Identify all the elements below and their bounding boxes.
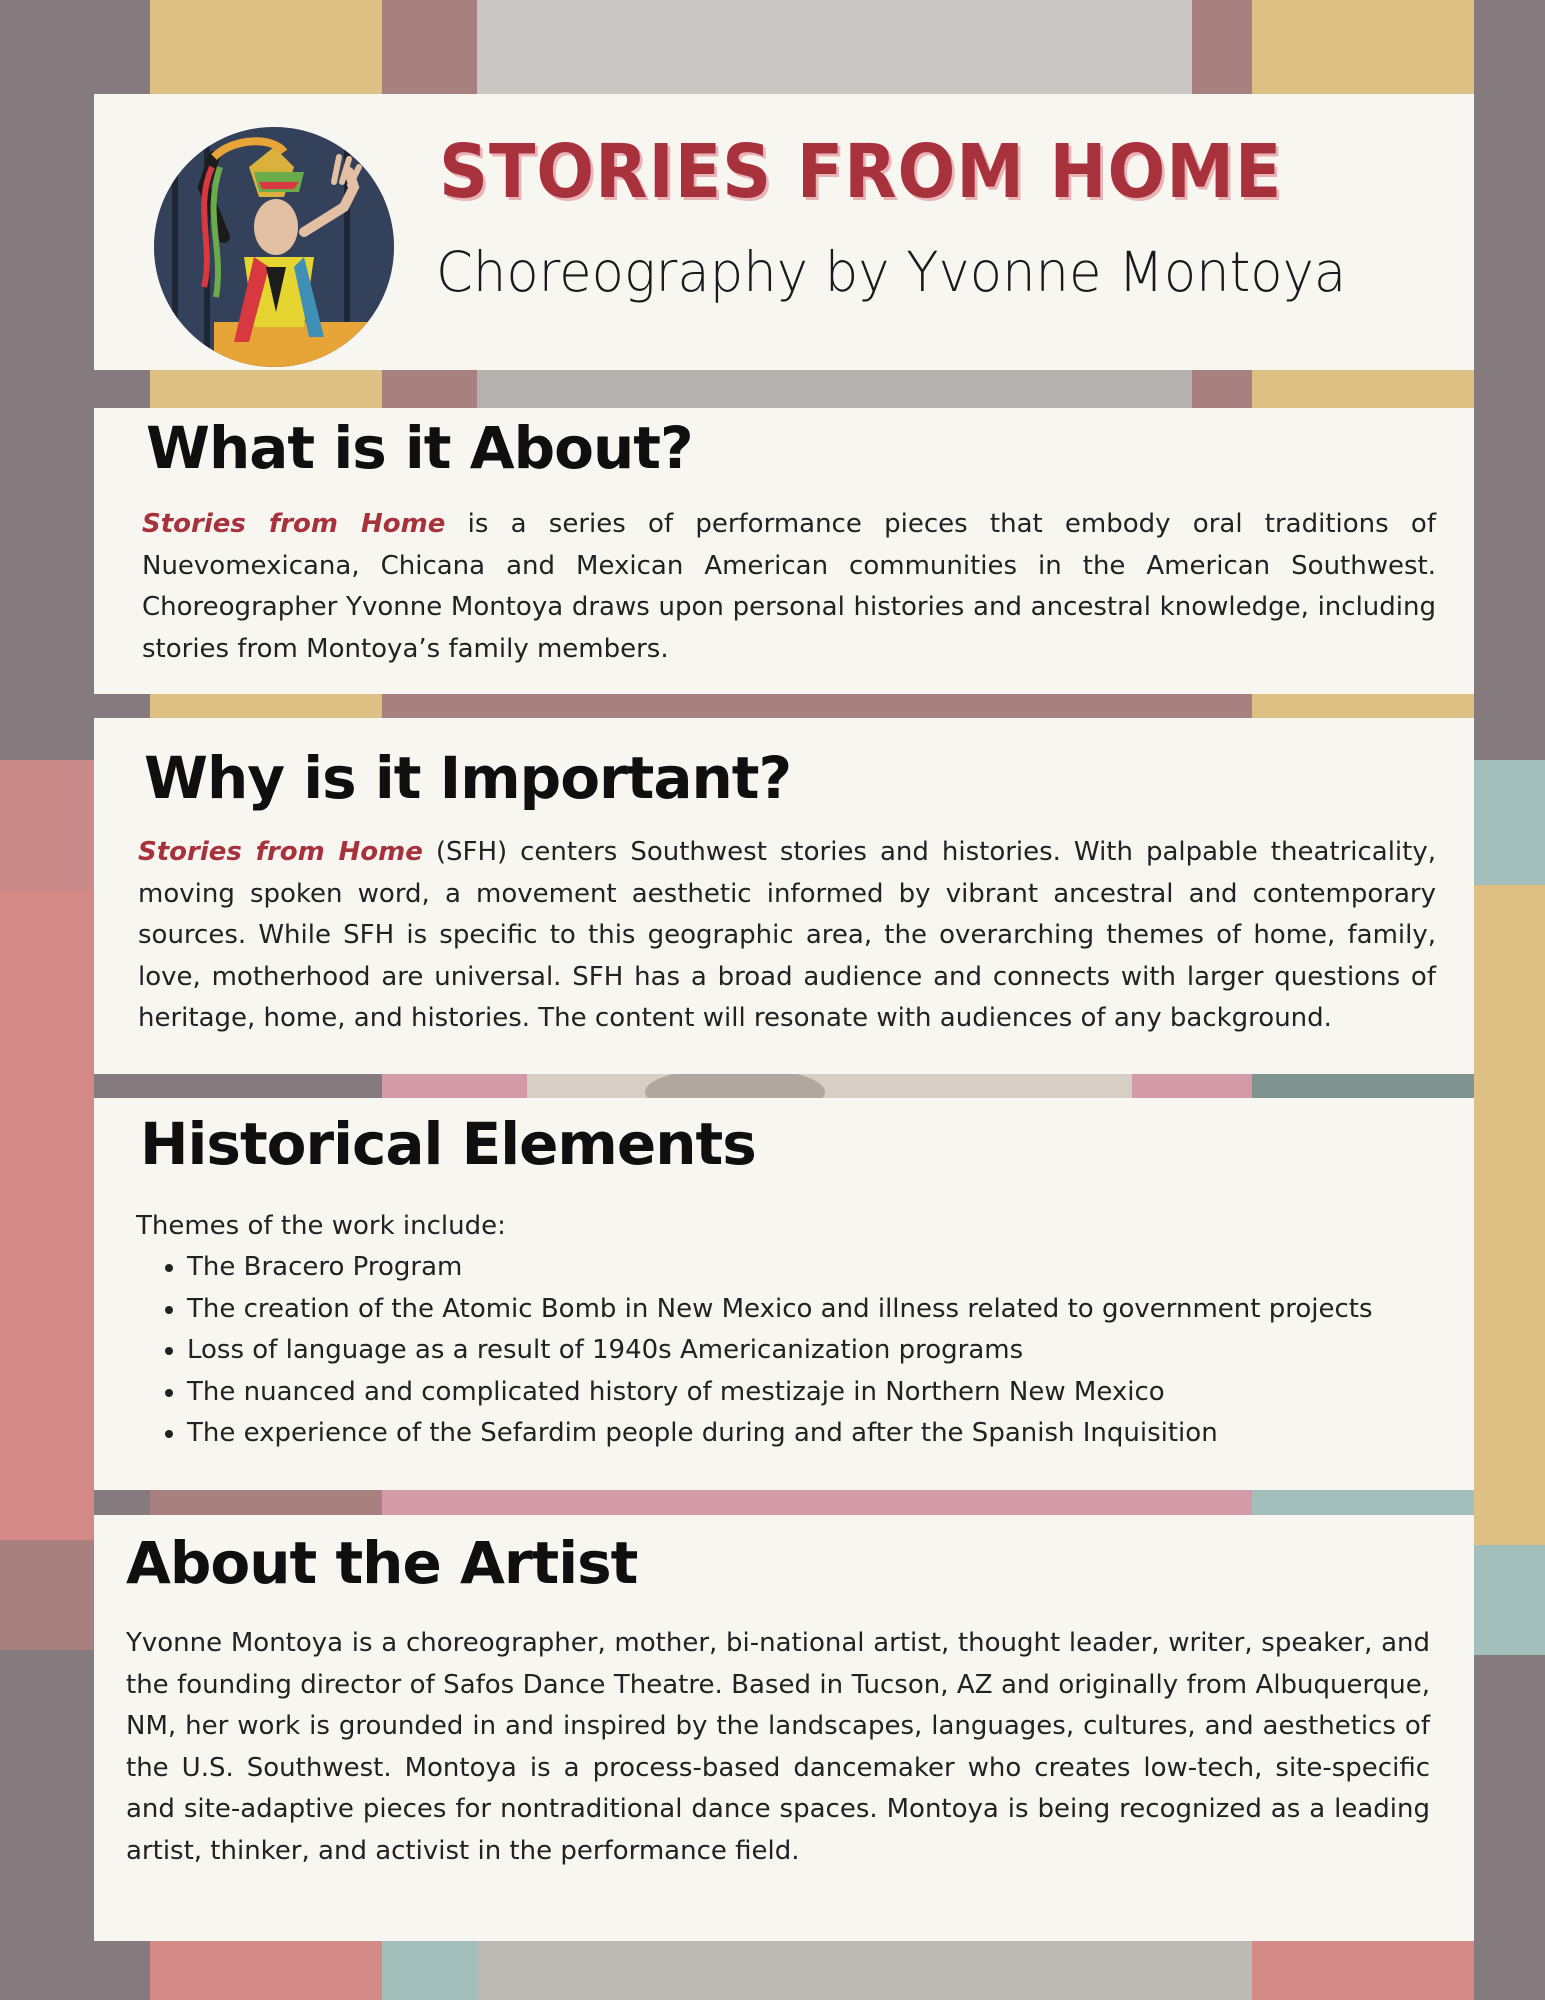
list-item: • The nuanced and complicated history of mestizaje in Northern New Mexico [187, 1372, 1373, 1414]
about-heading: What is it About? [146, 414, 693, 482]
themes-list [136, 1247, 1373, 1455]
page-subtitle: Choreography by Yvonne Montoya [436, 240, 1347, 304]
importance-paragraph [138, 832, 1436, 1040]
history-heading: Historical Elements [140, 1110, 756, 1178]
importance-emphasis: Stories from Home [138, 837, 423, 867]
performer-photo [154, 127, 394, 367]
about-emphasis: Stories from Home [142, 509, 446, 539]
history-intro: Themes of the work include: [136, 1211, 506, 1241]
list-item: • The Bracero Program [187, 1247, 1373, 1289]
list-item: • Loss of language as a result of 1940s Americanization programs [187, 1330, 1373, 1372]
importance-heading: Why is it Important? [144, 744, 792, 812]
importance-section [94, 718, 1474, 1074]
header-panel [94, 94, 1474, 370]
list-item: • The experience of the Sefardim people during and after the Spanish Inquisition [187, 1413, 1373, 1455]
page-title: STORIES FROM HOME [439, 129, 1283, 215]
about-text: is a series of performance pieces that embody oral traditions of Nuevomexicana, Chicana and Mexican American communities in the American Southwest. Choreographer Yvonne Montoya draws upon personal histories and ancestral knowledge, including stories from Montoya’s family members. [142, 509, 1436, 664]
importance-text: (SFH) centers Southwest stories and histories. With palpable theatricality, moving spoken word, a movement aesthetic informed by vibrant ancestral and contemporary sources. While SFH is specific to this geographic area, the overarching themes of home, family, love, motherhood are universal. SFH has a broad audience and connects with larger questions of heritage, home, and histories. The content will resonate with audiences of any background. [138, 837, 1436, 1033]
about-section [94, 408, 1474, 694]
history-section [94, 1098, 1474, 1490]
artist-heading: About the Artist [126, 1529, 638, 1597]
artist-paragraph: Yvonne Montoya is a choreographer, mother, bi-national artist, thought leader, writer, speaker, and the founding director of Safos Dance Theatre. Based in Tucson, AZ and originally from Albuquerque, NM, her work is grounded in and inspired by the landscapes, languages, cultures, and aesthetics of the U.S. Southwest. Montoya is a process-based dancemaker who creates low-tech, site-specific and site-adaptive pieces for nontraditional dance spaces. Montoya is being recognized as a leading artist, thinker, and activist in the performance field. [126, 1628, 1430, 1866]
artist-section [94, 1515, 1474, 1941]
about-paragraph [142, 504, 1436, 670]
list-item: • The creation of the Atomic Bomb in New Mexico and illness related to government projects [187, 1289, 1373, 1331]
